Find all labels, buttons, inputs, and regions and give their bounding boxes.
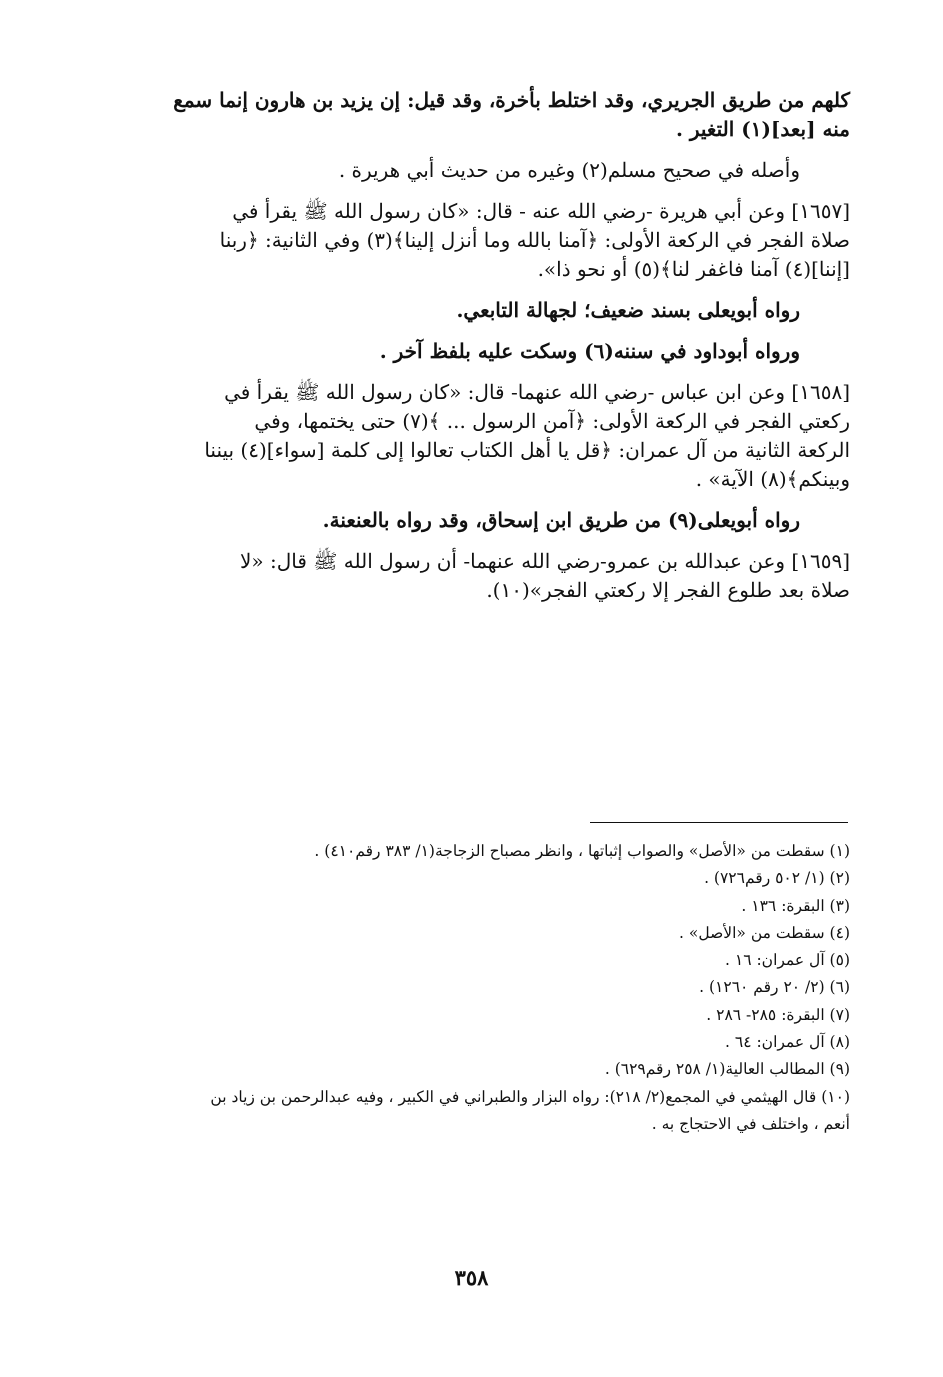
page-number: ٣٥٨ (454, 1265, 489, 1290)
footnote: (٧) البقرة: ٢٨٥- ٢٨٦ . (706, 1005, 850, 1024)
footnote-divider (590, 822, 848, 823)
paragraph (82, 86, 850, 144)
footnote: (٢) (١/ ٥٠٢ رقم٧٢٦) . (704, 869, 850, 888)
paragraph (82, 156, 850, 185)
text-line: صلاة الفجر في الركعة الأولى: ﴿آمنا بالله وما أنزل إلينا﴾(٣) وفي الثانية: ﴿ربنا (219, 228, 850, 252)
text-line: [١٦٥٩] وعن عبدالله بن عمرو-رضي الله عنهما- أن رسول الله ﷺ قال: «لا (239, 549, 850, 573)
footnote: (٩) المطالب العالية(١/ ٢٥٨ رقم٦٢٩) . (604, 1060, 850, 1079)
text-line: [إننا](٤) آمنا فاغفر لنا﴾(٥) أو نحو ذا». (537, 257, 850, 281)
footnote-continuation: أنعم ، واختلف في الاحتجاج به . (651, 1114, 850, 1133)
main-text (82, 86, 850, 617)
footnote: (٤) سقطت من «الأصل» . (679, 923, 850, 942)
text-line: منه [بعد](١) التغير . (675, 117, 850, 141)
text-line: رواه أبويعلى بسند ضعيف؛ لجهالة التابعي. (456, 298, 800, 322)
paragraph (82, 506, 850, 535)
text-line: [١٦٥٧] وعن أبي هريرة -رضي الله عنه - قال: «كان رسول الله ﷺ يقرأ في (232, 199, 850, 223)
text-line: ركعتي الفجر في الركعة الأولى: ﴿آمن الرسول ... ﴾(٧) حتى يختمها، وفي (254, 409, 850, 433)
hadith-1659 (82, 547, 850, 605)
hadith-1657 (82, 197, 850, 284)
footnote: (٣) البقرة: ١٣٦ . (741, 896, 850, 915)
text-line: الركعة الثانية من آل عمران: ﴿قل يا أهل الكتاب تعالوا إلى كلمة [سواء](٤) بيننا (204, 438, 850, 462)
text-line: صلاة بعد طلوع الفجر إلا ركعتي الفجر»(١٠). (486, 578, 850, 602)
text-line: وبينكم﴾(٨) الآية» . (695, 467, 850, 491)
text-line: كلهم من طريق الجريري، وقد اختلط بأخرة، وقد قيل: إن يزيد بن هارون إنما سمع (173, 88, 850, 112)
footnote: (٦) (٢/ ٢٠ رقم ١٢٦٠) . (699, 978, 850, 997)
paragraph (82, 337, 850, 366)
text-line: ورواه أبوداود في سننه(٦) وسكت عليه بلفظ آخر . (379, 339, 800, 363)
text-line: [١٦٥٨] وعن ابن عباس -رضي الله عنهما- قال: «كان رسول الله ﷺ يقرأ في (224, 380, 850, 404)
footnote: (١٠) قال الهيثمي في المجمع(٢/ ٢١٨): رواه البزار والطبراني في الكبير ، وفيه عبدالرحمن بن زياد بن (210, 1087, 850, 1106)
text-line: وأصله في صحيح مسلم(٢) وغيره من حديث أبي هريرة . (338, 158, 800, 182)
footnote: (٨) آل عمران: ٦٤ . (725, 1033, 850, 1052)
footnote: (١) سقطت من «الأصل» والصواب إثباتها ، وانظر مصباح الزجاجة(١/ ٣٨٣ رقم٤١٠) . (314, 842, 850, 860)
footnotes (82, 838, 850, 1138)
paragraph (82, 296, 850, 325)
hadith-1658 (82, 378, 850, 494)
footnote: (٥) آل عمران: ١٦ . (725, 951, 850, 970)
text-line: رواه أبويعلى(٩) من طريق ابن إسحاق، وقد رواه بالعنعنة. (322, 508, 800, 532)
